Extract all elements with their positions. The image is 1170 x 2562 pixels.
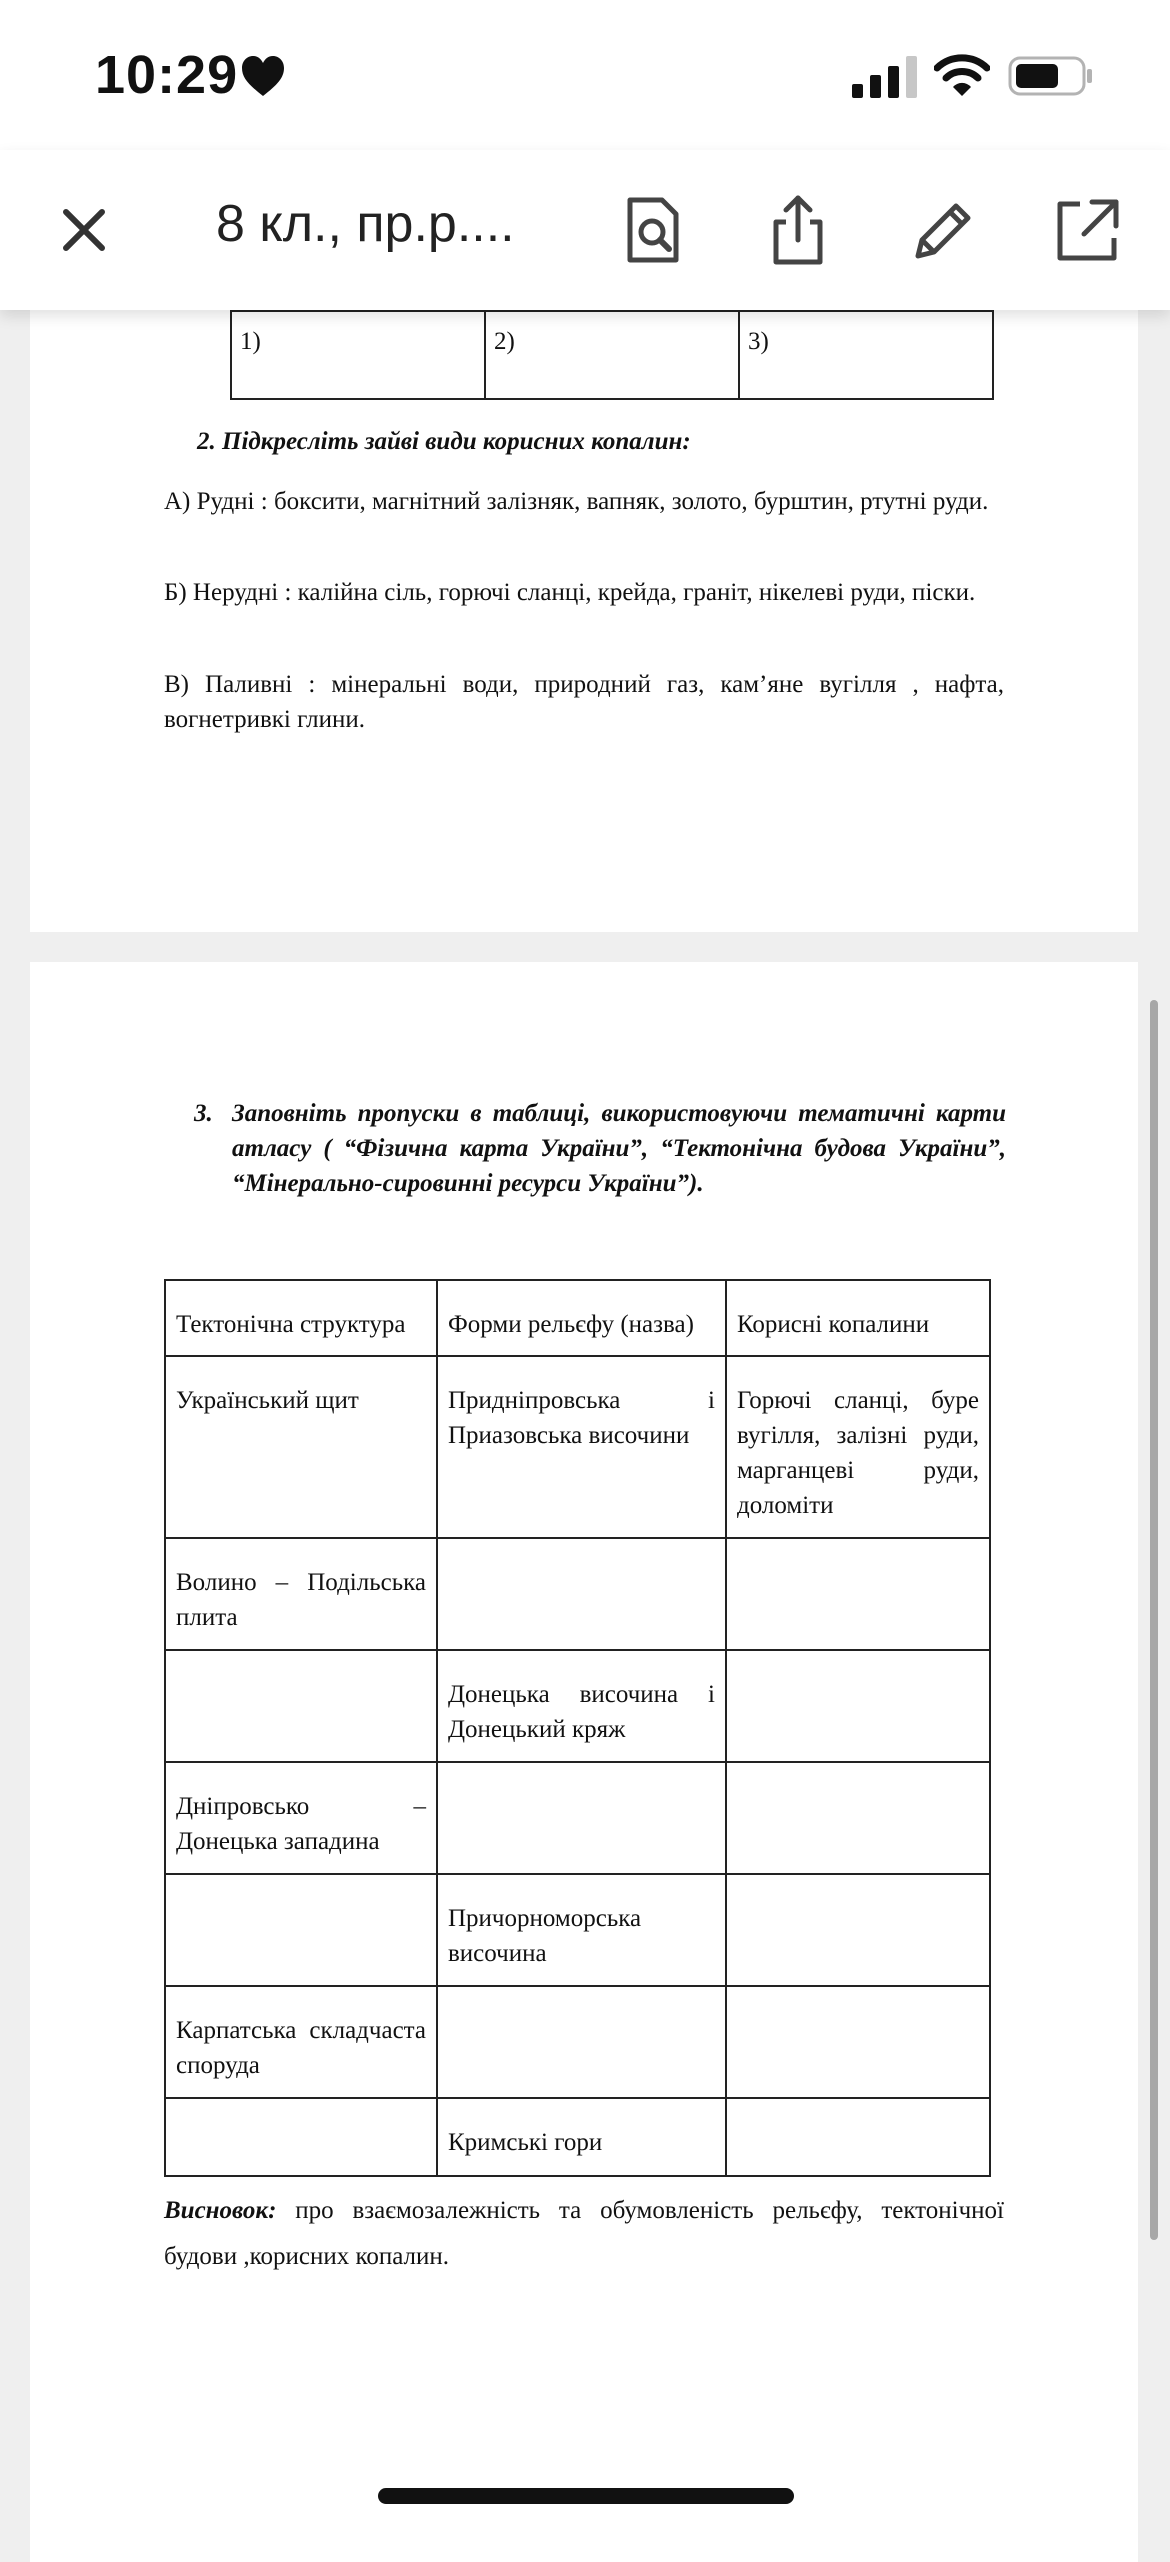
tectonics-table xyxy=(164,1279,991,2177)
table-row xyxy=(165,1650,990,1762)
table-cell: Причорноморська височина xyxy=(437,1874,726,1986)
question-3-title xyxy=(194,1096,1006,1201)
table-cell: Придніпровська і Приазовська височини xyxy=(437,1356,726,1538)
table-cell: Горючі сланці, буре вугілля, залізні руди, марганцеві руди, доломіти xyxy=(726,1356,990,1538)
table-cell xyxy=(726,1762,990,1874)
question-3-text: Заповніть пропуски в таблиці, використовуючи тематичні карти атласу ( “Фізична карта України”, “Тектонічна будова України”, “Мінерально-сировинні ресурси України”). xyxy=(232,1100,1006,1197)
scrollbar[interactable] xyxy=(1150,1000,1158,2240)
table-cell: 2) xyxy=(485,311,739,399)
heart-icon xyxy=(240,54,286,98)
table-cell: Український щит xyxy=(165,1356,437,1538)
table-cell xyxy=(437,1762,726,1874)
table-header: Форми рельєфу (назва) xyxy=(437,1280,726,1356)
table-cell xyxy=(726,1650,990,1762)
answer-table-1 xyxy=(230,310,994,400)
table-header: Корисні копалини xyxy=(726,1280,990,1356)
table-cell: Кримські гори xyxy=(437,2098,726,2176)
question-3-number: 3. xyxy=(194,1100,213,1127)
table-row xyxy=(165,1538,990,1650)
table-cell xyxy=(437,1538,726,1650)
conclusion-text: про взаємозалежність та обумовленість рельєфу, тектонічної будови ,корисних копалин. xyxy=(164,2197,1004,2270)
question-2-item: В) Паливні : мінеральні води, природний газ, кам’яне вугілля , нафта, вогнетривкі глини. xyxy=(164,671,1004,733)
battery-icon xyxy=(1008,56,1094,96)
wifi-icon xyxy=(934,52,990,98)
table-row xyxy=(165,2098,990,2176)
table-row xyxy=(165,1986,990,2098)
status-time: 10:29 xyxy=(95,45,239,105)
table-row xyxy=(165,1762,990,1874)
table-cell xyxy=(165,1874,437,1986)
table-row xyxy=(165,1356,990,1538)
table-cell: Волино – Подільська плита xyxy=(165,1538,437,1650)
status-bar xyxy=(0,0,1170,150)
table-cell: Дніпровсько – Донецька западина xyxy=(165,1762,437,1874)
document-toolbar xyxy=(0,150,1170,310)
conclusion xyxy=(164,2188,1004,2280)
close-icon[interactable] xyxy=(44,190,124,270)
table-cell xyxy=(726,1986,990,2098)
table-cell xyxy=(165,1650,437,1762)
table-cell xyxy=(726,1538,990,1650)
open-external-icon[interactable] xyxy=(1046,190,1126,270)
table-cell xyxy=(165,2098,437,2176)
table-cell: 3) xyxy=(739,311,993,399)
pencil-icon[interactable] xyxy=(902,190,982,270)
question-2-title: 2. Підкресліть зайві види корисних копалин: xyxy=(197,428,691,455)
signal-icon xyxy=(852,56,918,98)
share-icon[interactable] xyxy=(758,190,838,270)
table-cell: 1) xyxy=(231,311,485,399)
table-cell: Донецька височина і Донецький кряж xyxy=(437,1650,726,1762)
table-cell xyxy=(726,1874,990,1986)
conclusion-label: Висновок: xyxy=(164,2197,277,2224)
table-header: Тектонічна структура xyxy=(165,1280,437,1356)
document-title: 8 кл., пр.р.... xyxy=(216,195,515,253)
table-row xyxy=(165,1874,990,1986)
table-cell xyxy=(726,2098,990,2176)
question-2-item: А) Рудні : боксити, магнітний залізняк, вапняк, золото, бурштин, ртутні руди. xyxy=(164,488,989,515)
search-document-icon[interactable] xyxy=(614,190,694,270)
table-cell xyxy=(437,1986,726,2098)
question-2-item: Б) Нерудні : калійна сіль, горючі сланці, крейда, граніт, нікелеві руди, піски. xyxy=(164,579,976,606)
home-indicator[interactable] xyxy=(378,2488,794,2504)
table-cell: Карпатська складчаста споруда xyxy=(165,1986,437,2098)
table-header-row xyxy=(165,1280,990,1356)
